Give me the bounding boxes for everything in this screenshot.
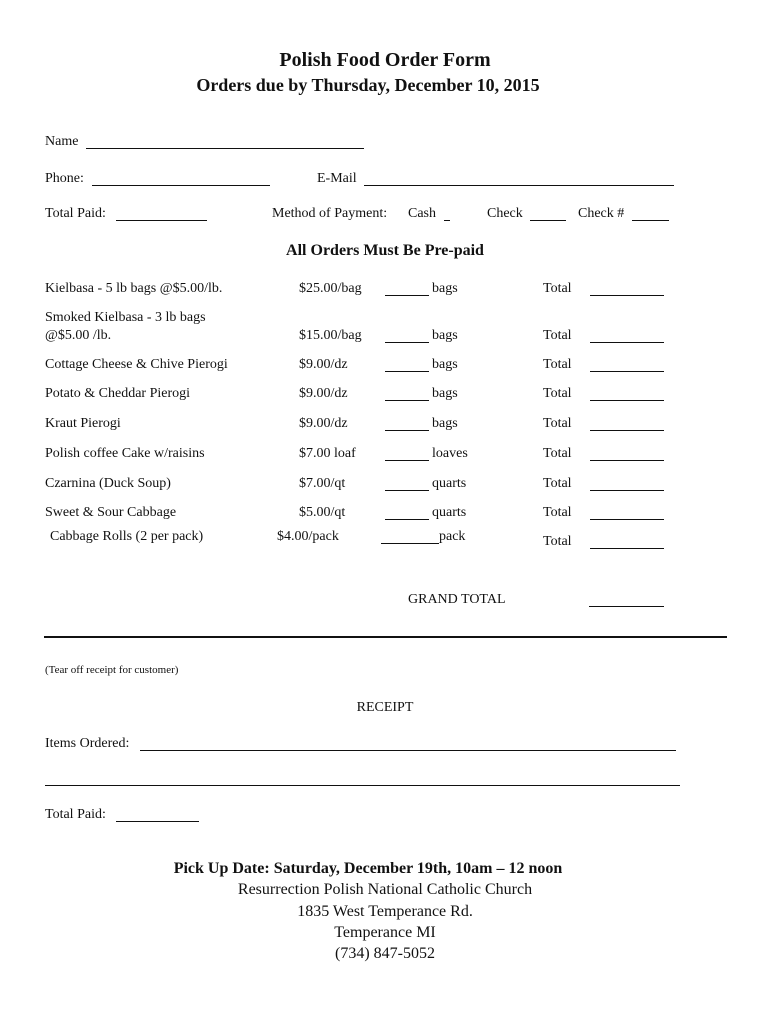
church-city: Temperance MI <box>334 924 436 941</box>
item-unit: quarts <box>432 476 467 491</box>
email-field[interactable] <box>364 185 674 186</box>
item-name: Kraut Pierogi <box>45 416 121 431</box>
phone-label: Phone: <box>45 171 84 186</box>
check-label: Check <box>487 206 523 221</box>
church-street: 1835 West Temperance Rd. <box>297 903 473 920</box>
tear-off-note: (Tear off receipt for customer) <box>45 664 179 676</box>
item-price: $15.00/bag <box>299 328 362 343</box>
item-total-label: Total <box>543 328 572 343</box>
payment-method-label: Method of Payment: <box>272 206 388 221</box>
prepaid-notice: All Orders Must Be Pre-paid <box>286 242 484 259</box>
item-unit: bags <box>432 416 458 431</box>
item-price: $25.00/bag <box>299 281 362 296</box>
item-unit: bags <box>432 357 458 372</box>
item-name: Sweet & Sour Cabbage <box>45 505 177 520</box>
item-name: Smoked Kielbasa - 3 lb bags <box>45 310 206 325</box>
form-title: Polish Food Order Form <box>279 49 491 71</box>
item-name: Polish coffee Cake w/raisins <box>45 446 205 461</box>
item-total-field[interactable] <box>590 341 664 343</box>
item-unit: loaves <box>432 446 468 461</box>
item-unit: bags <box>432 281 458 296</box>
total-paid-label: Total Paid: <box>45 206 106 221</box>
item-total-field[interactable] <box>590 459 664 461</box>
item-quantity-field[interactable] <box>381 542 439 544</box>
item-name: Kielbasa - 5 lb bags @$5.00/lb. <box>45 281 223 296</box>
pickup-date: Pick Up Date: Saturday, December 19th, 10am – 12 noon <box>173 860 563 877</box>
church-phone: (734) 847-5052 <box>335 945 435 962</box>
item-quantity-field[interactable] <box>385 294 429 296</box>
receipt-total-paid-field[interactable] <box>116 821 199 822</box>
item-unit: bags <box>432 386 458 401</box>
item-total-label: Total <box>543 446 572 461</box>
item-total-label: Total <box>543 357 572 372</box>
form-subtitle: Orders due by Thursday, December 10, 2015 <box>196 75 540 95</box>
item-total-label: Total <box>543 416 572 431</box>
item-total-label: Total <box>543 476 572 491</box>
items-ordered-field[interactable] <box>140 750 676 751</box>
receipt-total-paid-label: Total Paid: <box>45 807 106 822</box>
item-unit: bags <box>432 328 458 343</box>
item-price: $9.00/dz <box>299 386 348 401</box>
item-quantity-field[interactable] <box>385 429 429 431</box>
cash-field[interactable] <box>444 220 450 221</box>
item-name: Czarnina (Duck Soup) <box>45 476 171 491</box>
item-total-field[interactable] <box>590 547 664 549</box>
email-label: E-Mail <box>317 171 357 186</box>
item-name-continued: @$5.00 /lb. <box>45 328 112 343</box>
item-total-field[interactable] <box>590 370 664 372</box>
item-price: $9.00/dz <box>299 357 348 372</box>
item-total-label: Total <box>543 534 572 549</box>
grand-total-label: GRAND TOTAL <box>408 592 506 607</box>
item-total-field[interactable] <box>590 294 664 296</box>
church-name: Resurrection Polish National Catholic Church <box>237 881 533 898</box>
item-total-label: Total <box>543 386 572 401</box>
check-field[interactable] <box>530 220 566 221</box>
item-price: $9.00/dz <box>299 416 348 431</box>
item-price: $7.00 loaf <box>299 446 356 461</box>
grand-total-field[interactable] <box>589 606 664 607</box>
tear-off-divider <box>44 636 727 638</box>
check-number-label: Check # <box>578 206 625 221</box>
item-name: Cabbage Rolls (2 per pack) <box>50 529 204 544</box>
phone-field[interactable] <box>92 185 270 186</box>
item-total-label: Total <box>543 281 572 296</box>
item-total-field[interactable] <box>590 489 664 491</box>
item-quantity-field[interactable] <box>385 518 429 520</box>
item-total-field[interactable] <box>590 429 664 431</box>
total-paid-field[interactable] <box>116 220 207 221</box>
item-unit: quarts <box>432 505 467 520</box>
name-label: Name <box>45 134 79 149</box>
item-price: $4.00/pack <box>277 529 339 544</box>
name-field[interactable] <box>86 148 364 149</box>
item-total-field[interactable] <box>590 518 664 520</box>
items-ordered-label: Items Ordered: <box>45 736 130 751</box>
item-quantity-field[interactable] <box>385 489 429 491</box>
item-name: Cottage Cheese & Chive Pierogi <box>45 357 228 372</box>
check-number-field[interactable] <box>632 220 669 221</box>
item-quantity-field[interactable] <box>385 459 429 461</box>
item-price: $5.00/qt <box>299 505 346 520</box>
item-name: Potato & Cheddar Pierogi <box>45 386 191 401</box>
items-ordered-field-line2[interactable] <box>45 785 680 786</box>
item-total-label: Total <box>543 505 572 520</box>
receipt-title: RECEIPT <box>356 700 414 715</box>
item-quantity-field[interactable] <box>385 341 429 343</box>
item-quantity-field[interactable] <box>385 399 429 401</box>
item-price: $7.00/qt <box>299 476 346 491</box>
item-quantity-field[interactable] <box>385 370 429 372</box>
item-total-field[interactable] <box>590 399 664 401</box>
item-unit: pack <box>439 529 466 544</box>
cash-label: Cash <box>408 206 436 221</box>
